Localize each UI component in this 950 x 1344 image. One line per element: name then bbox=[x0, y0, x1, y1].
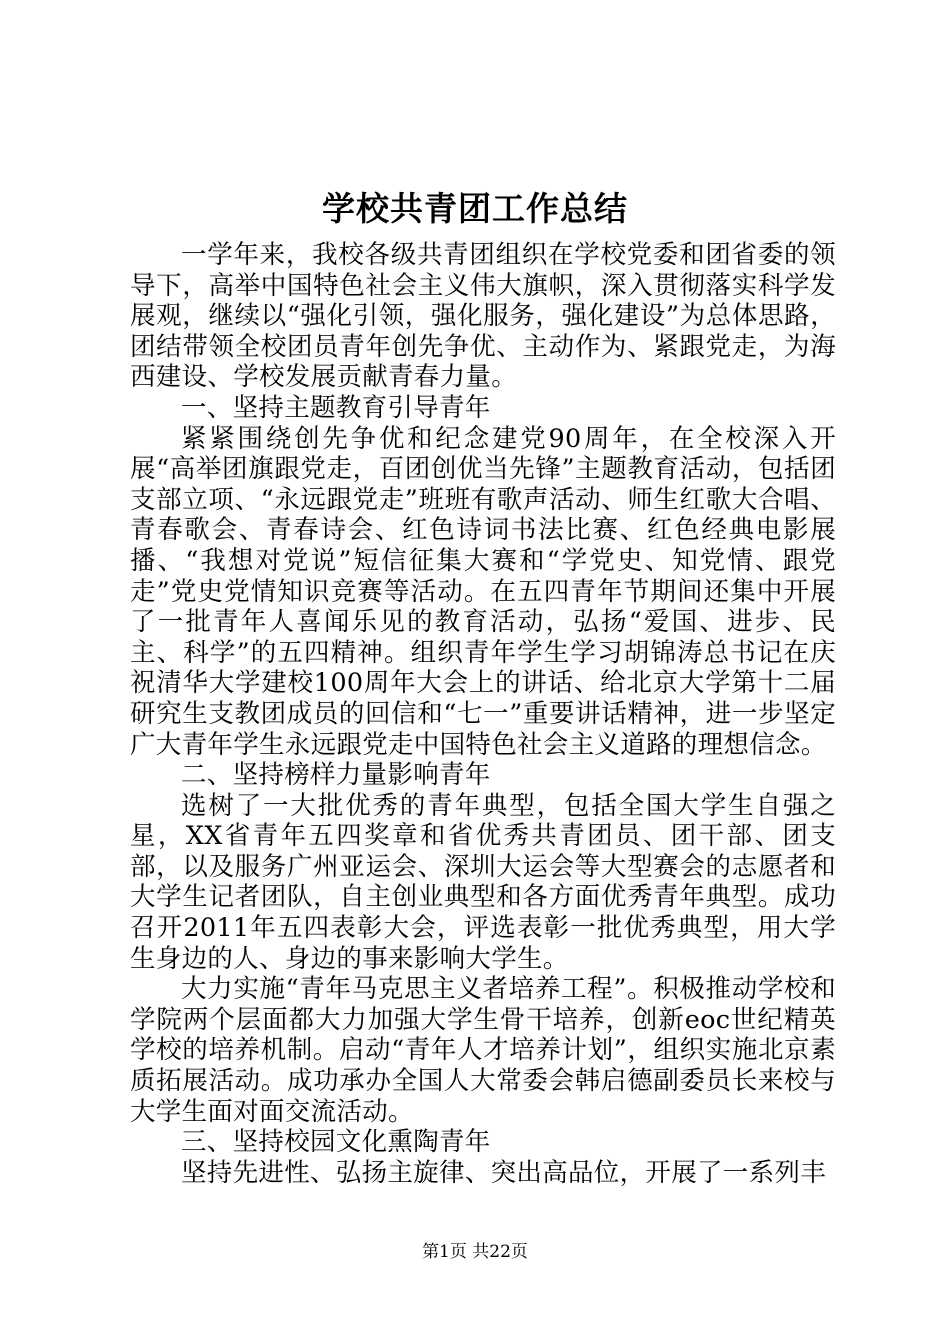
section-heading-1: 一、坚持主题教育引导青年 bbox=[181, 392, 491, 423]
section-heading-3: 三、坚持校园文化熏陶青年 bbox=[181, 1127, 491, 1158]
paragraph-section-2a: 选树了一大批优秀的青年典型，包括全国大学生自强之星，XX省青年五四奖章和省优秀共青团员、团干部、团支部，以及服务广州亚运会、深圳大运会等大型赛会的志愿者和大学生记者团队，自主创业典型和各方面优秀青年典型。成功召开2011年五四表彰大会，评选表彰一批优秀典型，用大学生身边的人、身边的事来影响大学生。 bbox=[130, 790, 836, 974]
paragraph-intro: 一学年来，我校各级共青团组织在学校党委和团省委的领导下，高举中国特色社会主义伟大旗帜，深入贯彻落实科学发展观，继续以“强化引领，强化服务，强化建设”为总体思路，团结带领全校团员青年创先争优、主动作为、紧跟党走，为海西建设、学校发展贡献青春力量。 bbox=[130, 240, 836, 393]
paragraph-section-1: 紧紧围绕创先争优和纪念建党90周年，在全校深入开展“高举团旗跟党走，百团创优当先锋”主题教育活动，包括团支部立项、“永远跟党走”班班有歌声活动、师生红歌大合唱、青春歌会、青春诗会、红色诗词书法比赛、红色经典电影展播、“我想对党说”短信征集大赛和“学党史、知党情、跟党走”党史党情知识竞赛等活动。在五四青年节期间还集中开展了一批青年人喜闻乐见的教育活动，弘扬“爱国、进步、民主、科学”的五四精神。组织青年学生学习胡锦涛总书记在庆祝清华大学建校100周年大会上的讲话、给北京大学第十二届研究生支教团成员的回信和“七一”重要讲话精神，进一步坚定广大青年学生永远跟党走中国特色社会主义道路的理想信念。 bbox=[130, 423, 836, 760]
paragraph-section-2b: 大力实施“青年马克思主义者培养工程”。积极推动学校和学院两个层面都大力加强大学生骨干培养，创新eoc世纪精英学校的培养机制。启动“青年人才培养计划”，组织实施北京素质拓展活动。成功承办全国人大常委会韩启德副委员长来校与大学生面对面交流活动。 bbox=[130, 974, 836, 1127]
section-heading-2: 二、坚持榜样力量影响青年 bbox=[181, 760, 491, 791]
document-title: 学校共青团工作总结 bbox=[322, 189, 628, 228]
document-body bbox=[130, 240, 836, 1188]
paragraph-section-3: 坚持先进性、弘扬主旋律、突出高品位，开展了一系列丰 bbox=[181, 1157, 827, 1188]
page-footer: 第1页 共22页 bbox=[422, 1242, 528, 1262]
